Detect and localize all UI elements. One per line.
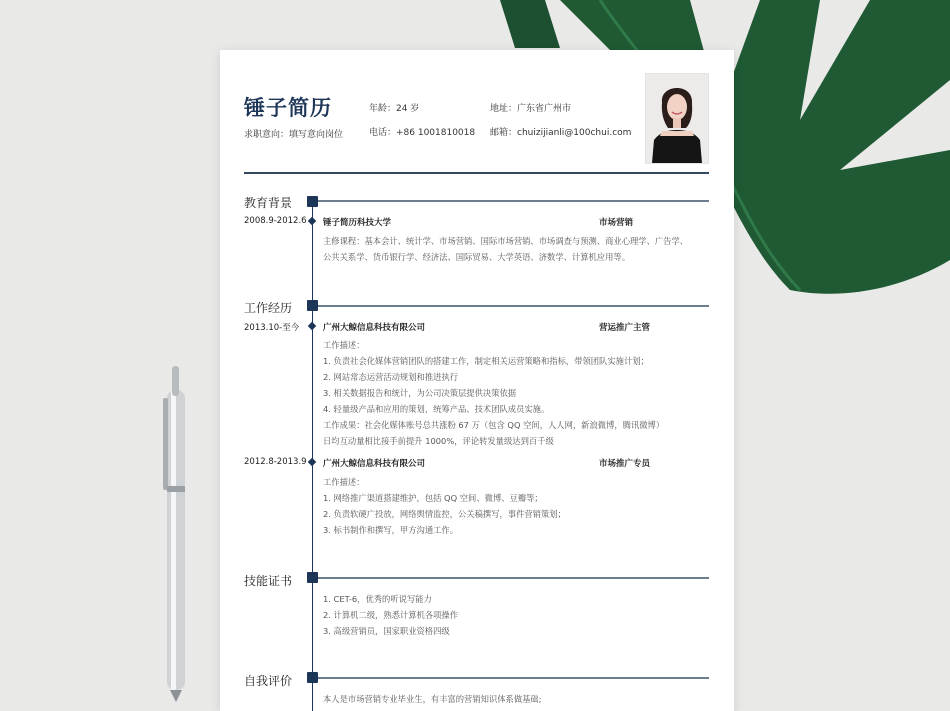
phone-info: 电话：+86 1001810018 <box>369 128 476 138</box>
work-title: 工作经历 <box>244 301 293 315</box>
header-divider <box>244 172 709 174</box>
skills-rule <box>318 577 709 579</box>
education-title: 教育背景 <box>244 196 293 210</box>
skill-item: 2. 计算机二级，熟悉计算机各项操作 <box>323 610 459 620</box>
job-line: 3. 标书制作和撰写，甲方沟通工作。 <box>323 525 459 535</box>
job-line: 工作成果：社会化媒体账号总共涨粉 67 万（包含 QQ 空间，人人网，新浪微博，腾讯微博） <box>323 420 665 430</box>
courses-line: 主修课程：基本会计、统计学、市场营销、国际市场营销、市场调查与预测、商业心理学、广告学、 <box>323 236 689 246</box>
profile-photo <box>645 73 709 164</box>
work-marker <box>307 300 318 311</box>
self-eval-rule <box>318 677 709 679</box>
job-intent: 求职意向：填写意向岗位 <box>244 130 344 140</box>
job-dot <box>308 322 316 330</box>
job-line: 日均互动量相比接手前提升 1000%，评论转发量级达到百千级 <box>323 436 554 446</box>
job-line: 4. 轻量级产品和应用的策划，统筹产品、技术团队成员实施。 <box>323 404 550 414</box>
skills-marker <box>307 572 318 583</box>
work-rule <box>318 305 709 307</box>
skill-item: 1. CET-6，优秀的听说写能力 <box>323 594 432 604</box>
skill-item: 3. 高级营销员，国家职业资格四级 <box>323 626 450 636</box>
address-info: 地址：广东省广州市 <box>490 104 572 114</box>
self-eval-title: 自我评价 <box>244 674 293 688</box>
email-info: 邮箱：chuizijianli@100chui.com <box>490 128 632 138</box>
job-role: 市场推广专员 <box>599 459 651 469</box>
self-eval-marker <box>307 672 318 683</box>
job-date: 2012.8-2013.9 <box>244 457 307 467</box>
resume-page <box>220 50 734 711</box>
job-line: 2. 负责软硬广投放，网络舆情监控，公关稿撰写，事件营销策划； <box>323 509 566 519</box>
job-line: 2. 网站常态运营活动规划和推进执行 <box>323 372 459 382</box>
job-date: 2013.10-至今 <box>244 323 300 333</box>
education-date: 2008.9-2012.6 <box>244 216 307 226</box>
job-line: 1. 负责社会化媒体营销团队的搭建工作，制定相关运营策略和指标，带领团队实施计划； <box>323 356 649 366</box>
job-line: 工作描述： <box>323 340 365 350</box>
self-eval-line: 本人是市场营销专业毕业生，有丰富的营销知识体系做基础; <box>323 694 542 704</box>
job-line: 工作描述： <box>323 477 365 487</box>
education-marker <box>307 196 318 207</box>
courses-line: 公共关系学、货币银行学、经济法、国际贸易、大学英语、济数学、计算机应用等。 <box>323 252 630 262</box>
job-line: 3. 相关数据报告和统计，为公司决策层提供决策依据 <box>323 388 517 398</box>
resume-name: 锤子简历 <box>244 96 332 120</box>
skills-title: 技能证书 <box>244 574 293 588</box>
timeline-line <box>312 200 313 711</box>
job-dot <box>308 458 316 466</box>
age-info: 年龄：24 岁 <box>369 104 420 114</box>
job-company: 广州大鲸信息科技有限公司 <box>323 323 426 333</box>
job-role: 营运推广主管 <box>599 323 651 333</box>
job-company: 广州大鲸信息科技有限公司 <box>323 459 426 469</box>
education-dot <box>308 217 316 225</box>
education-rule <box>318 200 709 202</box>
pen-decoration <box>163 366 185 702</box>
school-name: 锤子简历科技大学 <box>323 218 392 228</box>
job-line: 1. 网络推广渠道搭建维护，包括 QQ 空间、微博、豆瓣等； <box>323 493 543 503</box>
major-name: 市场营销 <box>599 218 634 228</box>
